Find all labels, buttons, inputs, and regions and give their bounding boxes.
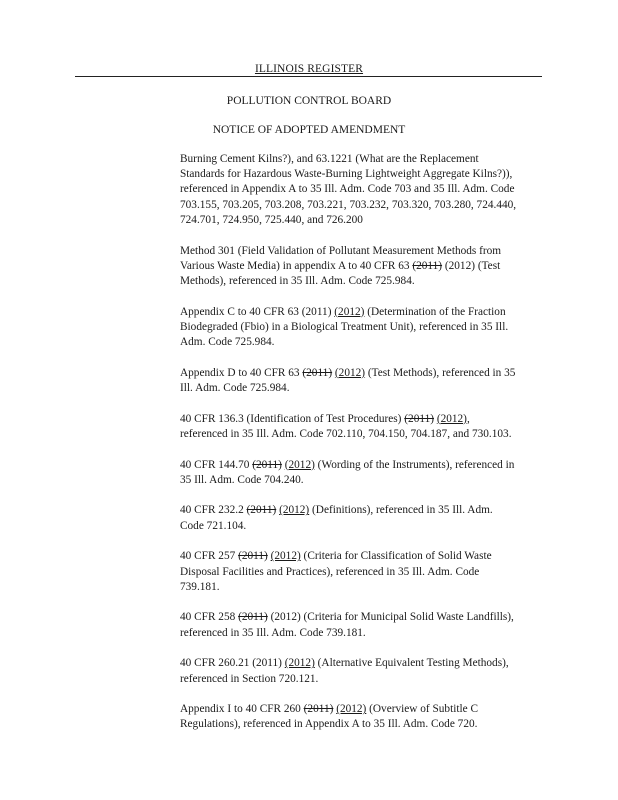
text-line	[180, 427, 548, 442]
citation-paragraph	[180, 458, 548, 488]
inserted-text: (2012)	[336, 703, 367, 716]
text-line	[180, 213, 548, 228]
text-segment: Various Waste Media) in appendix A to 40 CFR 63	[180, 259, 413, 272]
inserted-text: (2012)	[270, 550, 301, 563]
text-line	[180, 565, 548, 580]
citation-paragraph	[180, 503, 548, 533]
text-line	[180, 580, 548, 595]
text-line	[180, 244, 548, 259]
text-segment: Appendix D to 40 CFR 63	[180, 366, 303, 379]
text-line	[180, 672, 548, 687]
text-segment: referenced in Section 720.121.	[180, 672, 319, 685]
inserted-text: (2012)	[436, 412, 467, 425]
text-line	[180, 182, 548, 197]
register-title: ILLINOIS REGISTER	[254, 63, 364, 75]
deleted-text: (2011)	[246, 504, 277, 517]
deleted-text: (2011)	[252, 458, 282, 471]
text-line	[180, 152, 548, 167]
text-segment: 703.155, 703.205, 703.208, 703.221, 703.232, 703.320, 703.280, 724.440,	[180, 198, 517, 211]
text-segment: 724.701, 724.950, 725.440, and 726.200	[180, 213, 363, 226]
text-line	[180, 610, 548, 625]
text-segment: Biodegraded (Fbio) in a Biological Treatment Unit), referenced in 35 Ill.	[180, 320, 509, 333]
text-segment: (Overview of Subtitle C	[366, 703, 479, 716]
citation-paragraph	[180, 152, 548, 228]
deleted-text: (2011)	[303, 703, 334, 716]
text-line	[180, 412, 548, 427]
text-segment: Method 301 (Field Validation of Pollutant Measurement Methods from	[180, 244, 502, 257]
text-segment: Adm. Code 725.984.	[180, 336, 275, 349]
text-line	[180, 473, 548, 488]
text-line	[180, 305, 548, 320]
text-segment: 40 CFR 258	[180, 611, 239, 624]
text-segment: 35 Ill. Adm. Code 704.240.	[180, 473, 304, 486]
text-segment: Appendix I to 40 CFR 260	[180, 703, 304, 716]
text-segment: 40 CFR 257	[180, 550, 239, 563]
inserted-text: (2012)	[334, 366, 366, 379]
text-segment: 40 CFR 144.70	[180, 458, 253, 471]
text-segment: referenced in Appendix A to 35 Ill. Adm. Code 703 and 35 Ill. Adm. Code	[180, 183, 515, 196]
text-line	[180, 702, 548, 717]
inserted-text: (2012)	[279, 504, 310, 517]
text-line	[180, 320, 548, 335]
citation-paragraph	[180, 412, 548, 442]
text-segment: Ill. Adm. Code 725.984.	[180, 381, 290, 394]
text-segment: (Test Methods), referenced in 35	[365, 366, 516, 379]
text-segment: 739.181.	[180, 580, 220, 593]
deleted-text: (2011)	[302, 366, 333, 379]
text-segment: (Definitions), referenced in 35 Ill. Adm.	[309, 504, 493, 517]
text-segment: referenced in 35 Ill. Adm. Code 702.110, 704.150, 704.187, and 730.103.	[180, 427, 512, 440]
text-line	[180, 335, 548, 350]
deleted-text: (2011)	[238, 550, 268, 563]
text-segment: (2012) (Test	[442, 259, 501, 272]
text-segment: (Determination of the Fraction	[364, 305, 506, 318]
text-line	[180, 167, 548, 182]
inserted-text: (2012)	[334, 305, 365, 318]
text-line	[180, 519, 548, 534]
text-segment: 40 CFR 232.2	[180, 504, 247, 517]
citation-paragraph	[180, 610, 548, 640]
text-segment: (Wording of the Instruments), referenced in	[314, 458, 515, 471]
text-line	[180, 366, 548, 381]
citation-paragraph	[180, 244, 548, 290]
document-body	[180, 152, 548, 748]
inserted-text: (2012)	[284, 458, 315, 471]
text-segment: Disposal Facilities and Practices), referenced in 35 Ill. Adm. Code	[180, 565, 480, 578]
notice-title: NOTICE OF ADOPTED AMENDMENT	[212, 124, 406, 136]
inserted-text: (2012)	[284, 657, 315, 670]
text-segment: Code 721.104.	[180, 519, 247, 532]
text-segment: Burning Cement Kilns?), and 63.1221 (What are the Replacement	[180, 153, 479, 165]
text-line	[180, 626, 548, 641]
text-line	[180, 717, 548, 732]
agency-name: POLLUTION CONTROL BOARD	[226, 95, 392, 107]
text-line	[180, 458, 548, 473]
text-segment: (2012) (Criteria for Municipal Solid Waste Landfills),	[267, 611, 514, 624]
citation-paragraph	[180, 656, 548, 686]
text-segment: 40 CFR 260.21 (2011)	[180, 657, 285, 670]
text-segment: referenced in 35 Ill. Adm. Code 739.181.	[180, 626, 366, 639]
text-segment: ,	[466, 412, 470, 425]
text-segment: Regulations), referenced in Appendix A to 35 Ill. Adm. Code 720.	[180, 718, 478, 731]
text-segment: Methods), referenced in 35 Ill. Adm. Code 725.984.	[180, 274, 415, 287]
deleted-text: (2011)	[404, 412, 434, 425]
text-line	[180, 656, 548, 671]
deleted-text: (2011)	[238, 611, 268, 624]
text-line	[180, 503, 548, 518]
citation-paragraph	[180, 366, 548, 396]
text-segment: (Criteria for Classification of Solid Waste	[300, 550, 492, 563]
deleted-text: (2011)	[412, 259, 443, 272]
citation-paragraph	[180, 305, 548, 351]
text-line	[180, 549, 548, 564]
text-line	[180, 274, 548, 289]
text-line	[180, 259, 548, 274]
text-segment: 40 CFR 136.3 (Identification of Test Procedures)	[180, 412, 405, 425]
text-line	[180, 381, 548, 396]
text-segment: Appendix C to 40 CFR 63 (2011)	[180, 305, 335, 318]
header-rule	[75, 76, 542, 77]
citation-paragraph	[180, 702, 548, 732]
text-line	[180, 198, 548, 213]
text-segment: (Alternative Equivalent Testing Methods),	[314, 657, 509, 670]
citation-paragraph	[180, 549, 548, 595]
text-segment: Standards for Hazardous Waste-Burning Lightweight Aggregate Kilns?)),	[180, 168, 513, 181]
